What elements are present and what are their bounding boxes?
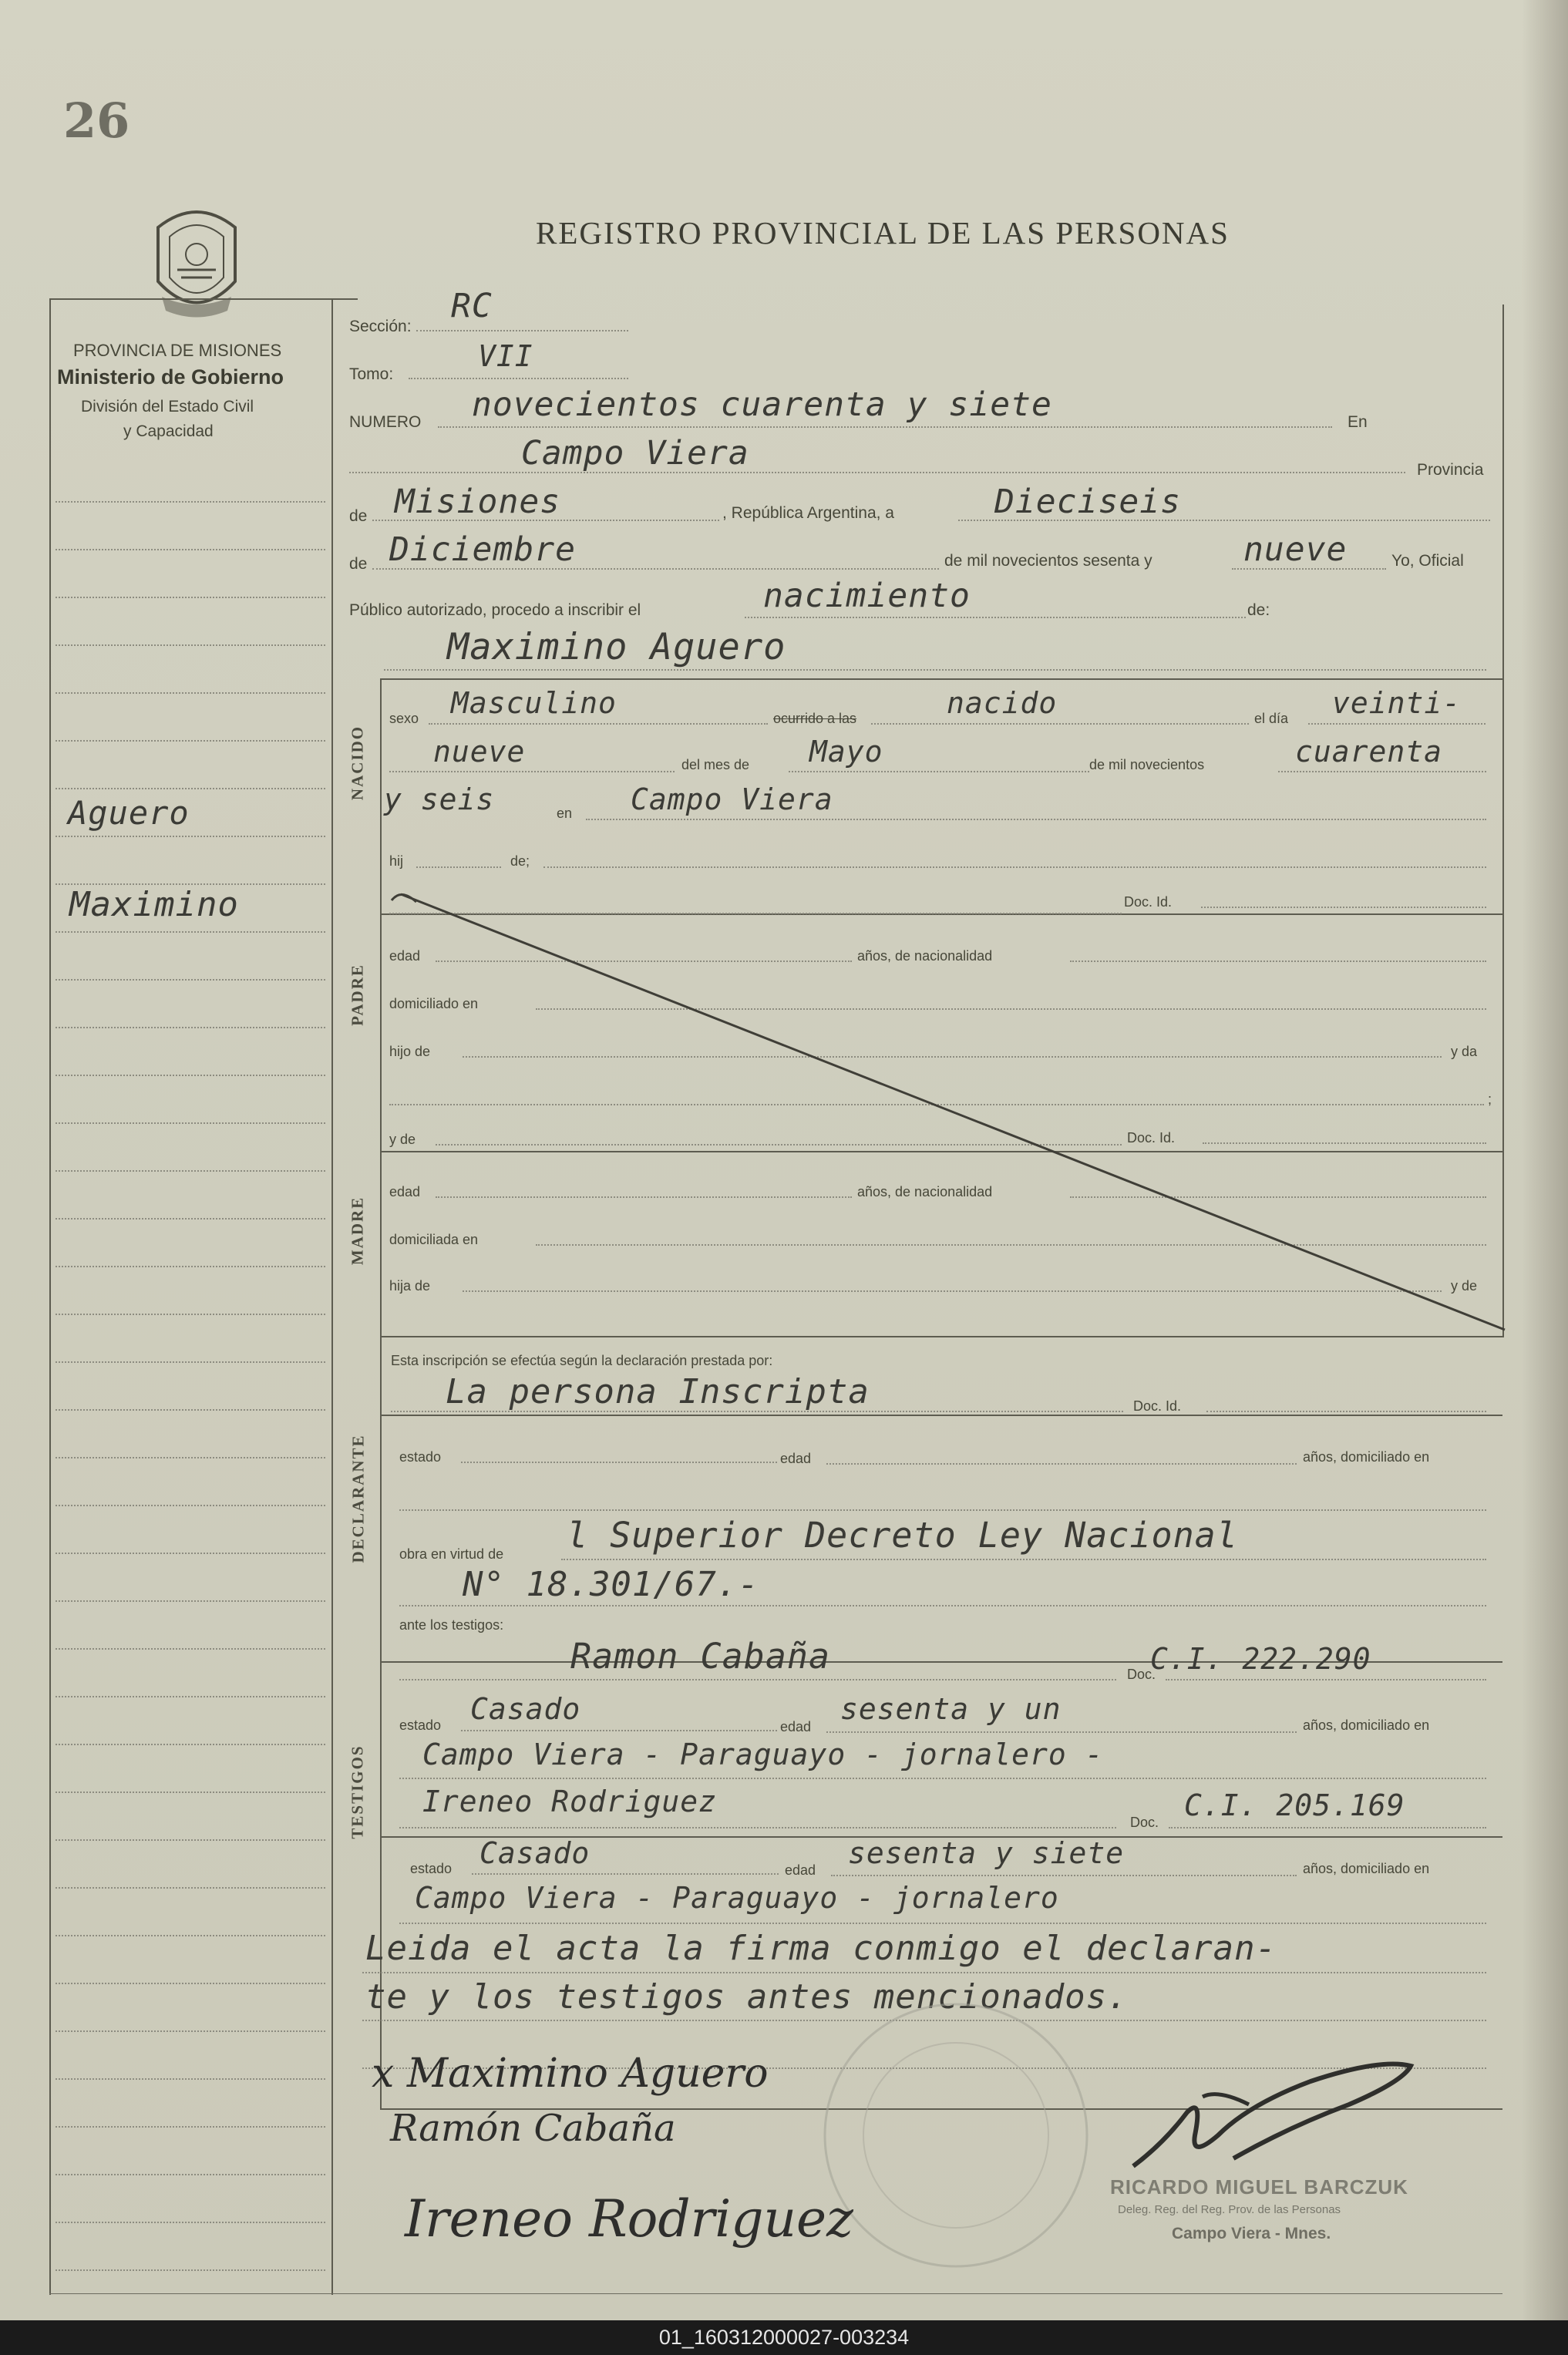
- label-testigo2-estado: estado: [410, 1861, 453, 1876]
- margin-dotted-line: [56, 1505, 325, 1506]
- official-signature-icon: [1118, 2051, 1426, 2189]
- entry-dia: Dieciseis: [994, 483, 1181, 521]
- dots-declarante-dom: [399, 1509, 1486, 1511]
- label-padre-nac: años, de nacionalidad: [857, 948, 993, 964]
- entry-seccion: RC: [451, 287, 493, 325]
- entry-testigo1-dom: Campo Viera - Paraguayo - jornalero -: [422, 1738, 1104, 1771]
- label-seccion: Sección:: [349, 318, 412, 335]
- label-testigo1-estado: estado: [399, 1717, 442, 1733]
- label-padre-hijo: hijo de: [389, 1044, 431, 1059]
- entry-declarante: La persona Inscripta: [446, 1372, 870, 1411]
- label-padre-doc: Doc. Id.: [1124, 894, 1173, 910]
- faint-seal-icon: [817, 1997, 1095, 2274]
- label-padre-edad: edad: [389, 948, 421, 964]
- entry-testigo2: Ireneo Rodriguez: [422, 1785, 718, 1818]
- dots-testigo1-estado: [461, 1730, 777, 1731]
- margin-dotted-line: [56, 1457, 325, 1458]
- margin-dotted-line: [56, 1553, 325, 1554]
- label-tomo: Tomo:: [349, 365, 394, 383]
- margin-dotted-line: [56, 1266, 325, 1267]
- institution-line2: Ministerio de Gobierno: [57, 365, 284, 389]
- dots-testigo1-dom: [399, 1778, 1486, 1779]
- entry-acto: nacimiento: [763, 577, 971, 615]
- margin-dotted-line: [56, 2126, 325, 2128]
- margin-dotted-line: [56, 1218, 325, 1220]
- margin-dotted-line: [56, 1075, 325, 1076]
- margin-dotted-line: [56, 1935, 325, 1936]
- label-ante: ante los testigos:: [399, 1617, 504, 1633]
- margin-dotted-line: [56, 2030, 325, 2032]
- label-de-hij: de;: [510, 853, 530, 869]
- dots-testigo2-doc: [1169, 1827, 1486, 1828]
- dots-declarante-doc: [1206, 1411, 1486, 1412]
- entry-lugar: Campo Viera: [521, 434, 749, 473]
- label-del-mes: del mes de: [681, 757, 750, 772]
- entry-testigo1: Ramon Cabaña: [570, 1636, 831, 1677]
- margin-dotted-line: [56, 1361, 325, 1363]
- entry-virtud-1: l Superior Decreto Ley Nacional: [567, 1515, 1238, 1556]
- label-provincia: Provincia: [1417, 461, 1484, 479]
- label-madre-hija: hija de: [389, 1278, 431, 1294]
- dots-testigo2-dom: [399, 1923, 1486, 1924]
- label-testigo2-anos: años, domiciliado en: [1303, 1861, 1430, 1876]
- label-de-prov: de: [349, 507, 368, 525]
- entry-testigo2-dom: Campo Viera - Paraguayo - jornalero: [415, 1881, 1059, 1915]
- signature-ireneo: Ireneo Rodriguez: [405, 2189, 853, 2249]
- entry-mes-nac: Mayo: [809, 735, 883, 769]
- entry-testigo1-edad: sesenta y un: [840, 1692, 1062, 1726]
- label-declarante-doc: Doc. Id.: [1133, 1398, 1182, 1414]
- entry-virtud-2: N° 18.301/67.-: [463, 1565, 759, 1604]
- signature-ramon: Ramón Cabaña: [390, 2107, 676, 2150]
- label-obra: obra en virtud de: [399, 1546, 504, 1562]
- label-testigo1-anos: años, domiciliado en: [1303, 1717, 1430, 1733]
- margin-dotted-line: [56, 931, 325, 933]
- entry-lugar-nac: Campo Viera: [631, 782, 833, 816]
- label-republica: , República Argentina, a: [722, 504, 894, 522]
- label-ocurrido: ocurrido a las: [773, 711, 857, 726]
- margin-dotted-line: [56, 1839, 325, 1841]
- entry-cierre-1: Leida el acta la firma conmigo el declaran-: [365, 1929, 1277, 1968]
- entry-testigo1-doc: C.I. 222.290: [1150, 1642, 1371, 1676]
- label-numero: NUMERO: [349, 413, 422, 431]
- entry-tomo: VII: [478, 339, 533, 373]
- label-madre-yde-right: y de: [1451, 1278, 1478, 1294]
- label-declarante-anos: años, domiciliado en: [1303, 1449, 1430, 1465]
- margin-dotted-line: [56, 1696, 325, 1697]
- label-yo-oficial: Yo, Oficial: [1391, 552, 1464, 570]
- stamp-line3: Campo Viera - Mnes.: [1172, 2225, 1331, 2242]
- label-testigo1-edad: edad: [780, 1719, 812, 1734]
- margin-dotted-line: [56, 1122, 325, 1124]
- dots-testigo1: [399, 1679, 1116, 1680]
- label-mil-novecientos: de mil novecientos: [1089, 757, 1205, 772]
- entry-sexo: Masculino: [451, 686, 617, 720]
- margin-dotted-line: [56, 1648, 325, 1650]
- institution-line3: División del Estado Civil: [81, 398, 254, 415]
- section-padre: PADRE: [348, 964, 367, 1026]
- label-declarante-edad: edad: [780, 1451, 812, 1466]
- label-en-nac: en: [557, 806, 573, 821]
- entry-cierre-2: te y los testigos antes mencionados.: [365, 1977, 1129, 2017]
- label-hij: hij: [389, 853, 404, 869]
- label-padre-yda: y da: [1451, 1044, 1478, 1059]
- label-el-dia: el día: [1254, 711, 1289, 726]
- entry-testigo1-estado: Casado: [470, 1692, 581, 1726]
- entry-testigo2-edad: sesenta y siete: [848, 1836, 1125, 1870]
- margin-dotted-line: [56, 740, 325, 742]
- margin-dotted-line: [56, 2269, 325, 2271]
- margin-dotted-line: [56, 2174, 325, 2175]
- label-sexo: sexo: [389, 711, 419, 726]
- dots-cierre-1: [362, 1972, 1486, 1973]
- margin-dotted-line: [56, 836, 325, 837]
- label-testigo2-edad: edad: [785, 1862, 816, 1878]
- margin-dotted-line: [56, 597, 325, 598]
- label-testigo2-doc: Doc.: [1130, 1815, 1159, 1830]
- entry-mes: Diciembre: [389, 530, 576, 569]
- margin-dotted-line: [56, 1027, 325, 1028]
- margin-dotted-line: [56, 1983, 325, 1984]
- section-testigos: TESTIGOS: [348, 1744, 367, 1839]
- margin-dotted-line: [56, 979, 325, 981]
- dots-testigo2: [399, 1827, 1116, 1828]
- entry-testigo2-doc: C.I. 205.169: [1184, 1788, 1405, 1822]
- label-padre-semicolon: ;: [1488, 1092, 1492, 1107]
- stamp-name: RICARDO MIGUEL BARCZUK: [1110, 2175, 1408, 2199]
- dots-testigo2-estado: [472, 1873, 779, 1875]
- section-madre: MADRE: [348, 1196, 367, 1266]
- margin-dotted-line: [56, 788, 325, 789]
- dots-obra-2: [399, 1605, 1486, 1606]
- section-nacido: NACIDO: [348, 725, 367, 801]
- label-padre-dom: domiciliado en: [389, 996, 479, 1011]
- label-de-colon: de:: [1247, 601, 1270, 619]
- margin-dotted-line: [56, 1600, 325, 1602]
- label-testigo1-doc: Doc.: [1127, 1667, 1156, 1682]
- label-en: En: [1348, 413, 1368, 431]
- margin-surname: Aguero: [68, 794, 190, 832]
- margin-dotted-line: [56, 1314, 325, 1315]
- margin-dotted-line: [56, 692, 325, 694]
- entry-nombre: Maximino Aguero: [447, 626, 786, 668]
- dots-testigo1-doc: [1166, 1679, 1486, 1680]
- label-declaracion: Esta inscripción se efectúa según la declaración prestada por:: [391, 1353, 773, 1368]
- entry-dia-nac-1: veinti-: [1332, 686, 1462, 720]
- institution-line4: y Capacidad: [123, 422, 214, 440]
- entry-anio-nac-2: y seis: [384, 782, 495, 816]
- entry-numero: novecientos cuarenta y siete: [472, 385, 1052, 424]
- label-de-mes: de: [349, 555, 368, 573]
- label-publico: Público autorizado, procedo a inscribir el: [349, 601, 641, 619]
- label-madre-edad: edad: [389, 1184, 421, 1199]
- margin-dotted-line: [56, 2222, 325, 2223]
- margin-dotted-line: [56, 883, 325, 885]
- margin-dotted-line: [56, 2078, 325, 2080]
- entry-anio: nueve: [1243, 530, 1348, 569]
- dots-testigo1-edad: [826, 1731, 1297, 1733]
- margin-dotted-line: [56, 1409, 325, 1411]
- margin-dotted-line: [56, 501, 325, 503]
- institution-line1: PROVINCIA DE MISIONES: [73, 341, 282, 360]
- margin-dotted-line: [56, 1170, 325, 1172]
- dots-obra: [561, 1559, 1486, 1560]
- margin-dotted-line: [56, 644, 325, 646]
- margin-dotted-line: [56, 1791, 325, 1793]
- entry-provincia: Misiones: [395, 483, 561, 521]
- label-madre-dom: domiciliada en: [389, 1232, 479, 1247]
- label-madre-yde: y de: [389, 1132, 416, 1147]
- dots-declarante-estado: [461, 1462, 777, 1463]
- stamp-line2: Deleg. Reg. del Reg. Prov. de las Personas: [1118, 2203, 1341, 2216]
- margin-dotted-line: [56, 549, 325, 550]
- dots-declarante-edad: [826, 1463, 1297, 1465]
- margin-dotted-line: [56, 1887, 325, 1889]
- dots-testigo2-edad: [831, 1875, 1297, 1876]
- entry-dia-nac-2: nueve: [433, 735, 526, 769]
- entry-anio-nac-1: cuarenta: [1295, 735, 1443, 769]
- label-madre-doc: Doc. Id.: [1127, 1130, 1176, 1146]
- signature-maximino: x Maximino Aguero: [372, 2051, 769, 2097]
- page-number: 26: [63, 93, 130, 149]
- entry-ocurrido: nacido: [947, 686, 1058, 720]
- label-madre-nac: años, de nacionalidad: [857, 1184, 993, 1199]
- label-declarante-estado: estado: [399, 1449, 442, 1465]
- margin-dotted-line: [56, 1744, 325, 1745]
- section-declarante: DECLARANTE: [348, 1434, 368, 1563]
- entry-testigo2-estado: Casado: [479, 1836, 591, 1870]
- document-title: REGISTRO PROVINCIAL DE LAS PERSONAS: [536, 215, 1230, 251]
- footer-filename: 01_160312000027-003234: [0, 2320, 1568, 2355]
- label-mil-sesenta: de mil novecientos sesenta y: [944, 552, 1152, 570]
- margin-given-name: Maximino: [69, 885, 239, 924]
